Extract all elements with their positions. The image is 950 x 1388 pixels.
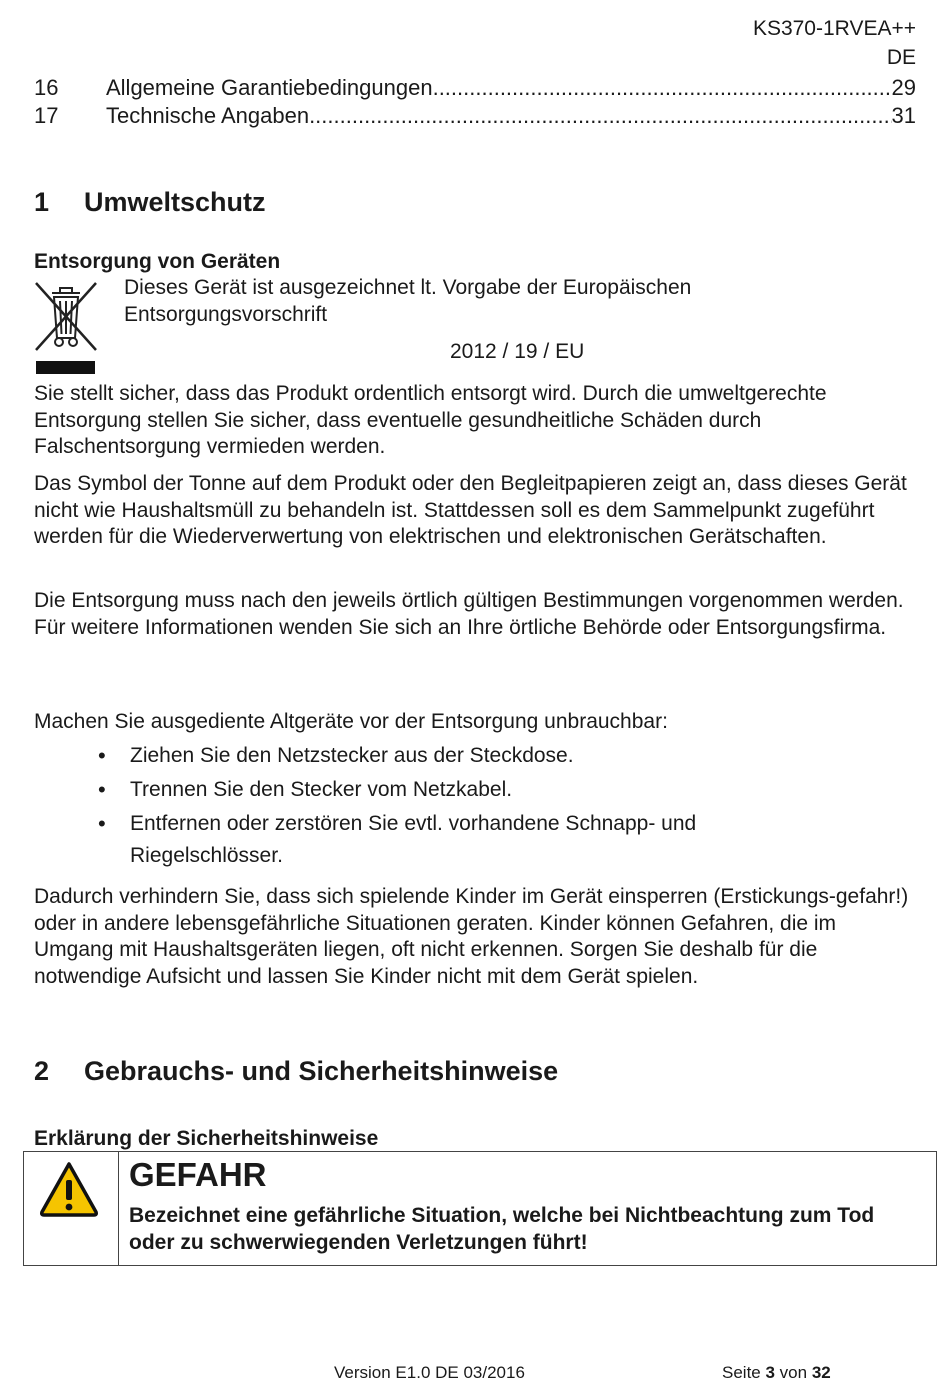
weee-directive: 2012 / 19 / EU	[450, 340, 585, 363]
section-number: 2	[34, 1056, 50, 1086]
toc-number: 17	[34, 103, 59, 128]
warning-title: GEFAHR	[129, 1156, 267, 1193]
toc-leader-dots	[309, 102, 891, 130]
weee-bin-icon	[34, 280, 98, 376]
paragraph-local-regulations: Die Entsorgung muss nach den jeweils örtlich gültigen Bestimmungen vorgenommen werden. Für weitere Informationen wenden Sie sich an Ihre örtliche Behörde oder Entsorgungsfirma.	[34, 589, 904, 639]
page-mid: von	[774, 1363, 812, 1382]
bullet-list	[34, 740, 794, 874]
page-prefix: Seite	[722, 1363, 766, 1382]
section-title: Umweltschutz	[84, 187, 266, 217]
document-model: KS370-1RVEA++	[752, 17, 916, 40]
weee-text-line2: Entsorgungsvorschrift	[124, 303, 328, 326]
warning-text: Bezeichnet eine gefährliche Situation, welche bei Nichtbeachtung zum Tod oder zu schwerwiegenden Verletzungen führt!	[129, 1204, 875, 1254]
paragraph-child-safety: Dadurch verhindern Sie, dass sich spielende Kinder im Gerät einsperren (Erstickungs-gefahr!) oder in andere lebensgefährliche Situationen geraten. Kinder können Gefahren, die im Umgang mit Haushaltsgeräten liegen, oft nicht erkennen. Sorgen Sie deshalb für die notwendige Aufsicht und lassen Sie Kinder nicht mit dem Gerät spielen.	[34, 885, 909, 988]
warning-icon-cell	[24, 1152, 119, 1265]
toc-entry[interactable]	[34, 102, 916, 130]
page-total: 32	[811, 1363, 831, 1382]
toc-page: 29	[891, 75, 916, 100]
toc-title: Allgemeine Garantiebedingungen	[106, 75, 433, 100]
section-number: 1	[34, 187, 50, 217]
weee-text-line1: Dieses Gerät ist ausgezeichnet lt. Vorgabe der Europäischen	[124, 276, 692, 299]
toc-entry[interactable]	[34, 74, 916, 102]
toc-number: 16	[34, 75, 59, 100]
paragraph-disposal-intro: Sie stellt sicher, dass das Produkt ordentlich entsorgt wird. Durch die umweltgerechte Entsorgung stellen Sie sicher, dass eventuelle gesundheitliche Schäden durch Falschentsorgung vermieden werden.	[34, 382, 827, 458]
toc-page: 31	[891, 103, 916, 128]
section-heading-sicherheitshinweise	[34, 1055, 558, 1087]
list-item: • Ziehen Sie den Netzstecker aus der Steckdose.	[34, 740, 794, 772]
warning-triangle-icon	[38, 1160, 100, 1218]
paragraph-make-unusable: Machen Sie ausgediente Altgeräte vor der Entsorgung unbrauchbar:	[34, 710, 668, 733]
footer-version: Version E1.0 DE 03/2016	[334, 1363, 525, 1382]
page-current: 3	[765, 1363, 775, 1382]
section-title: Gebrauchs- und Sicherheitshinweise	[84, 1056, 559, 1086]
paragraph-bin-symbol: Das Symbol der Tonne auf dem Produkt oder den Begleitpapieren zeigt an, dass dieses Gerät nicht wie Haushaltsmüll zu behandeln ist. Stattdessen soll es dem Sammelpunkt zugeführt werden für die Wiederverwertung von elektrischen und elektronischen Gerätschaften.	[34, 472, 907, 548]
subheading-entsorgung: Entsorgung von Geräten	[34, 250, 281, 273]
list-item: • Trennen Sie den Stecker vom Netzkabel.	[34, 774, 794, 806]
footer-page-number	[722, 1362, 831, 1384]
toc-leader-dots	[433, 74, 892, 102]
toc-title: Technische Angaben	[106, 103, 310, 128]
warning-box	[23, 1151, 937, 1266]
subheading-erklaerung: Erklärung der Sicherheitshinweise	[34, 1127, 379, 1150]
list-item: • Entfernen oder zerstören Sie evtl. vorhandene Schnapp- und Riegelschlösser.	[34, 808, 794, 872]
document-language: DE	[886, 46, 916, 69]
section-heading-umweltschutz	[34, 186, 266, 218]
